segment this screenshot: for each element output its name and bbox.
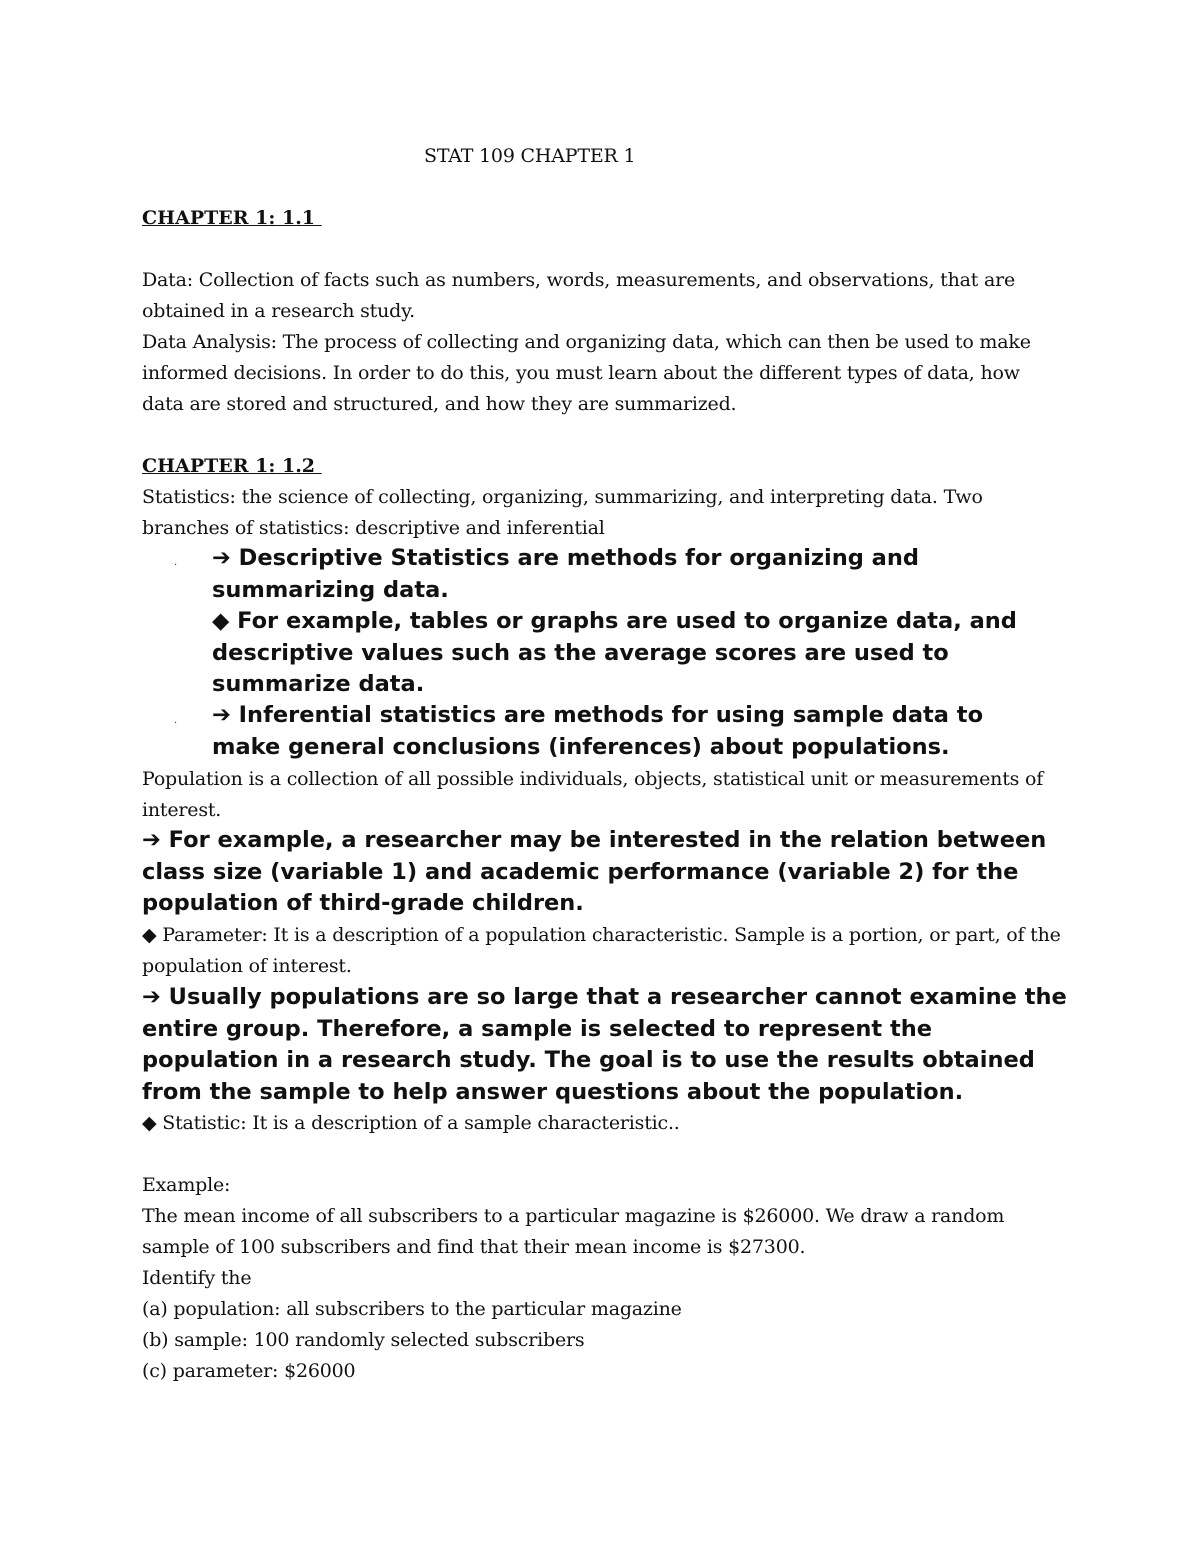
section-1-1-body xyxy=(142,265,1062,420)
parameter-definition: ◆ Parameter: It is a description of a population characteristic. Sample is a portion, or part, of the population of interest. xyxy=(142,924,1061,977)
statistic-definition: ◆ Statistic: It is a description of a sample characteristic.. xyxy=(142,1112,680,1134)
inferential-statistics-bullet: ➔ Inferential statistics are methods for using sample data to make general conclusions (inferences) about populations. xyxy=(212,702,984,760)
descriptive-statistics-bullet: ➔ Descriptive Statistics are methods for organizing and summarizing data. xyxy=(212,545,919,603)
sample-explanation: ➔ Usually populations are so large that a researcher cannot examine the entire group. Therefore, a sample is selected to represent the population in a research study. The goal is to use the results obtained from the sample to help answer questions about the population. xyxy=(142,984,1067,1105)
section-heading-1-2: CHAPTER 1: 1.2 xyxy=(142,455,322,477)
population-example: ➔ For example, a researcher may be interested in the relation between class size (variable 1) and academic performance (variable 2) for the population of third-grade children. xyxy=(142,827,1047,916)
population-definition: Population is a collection of all possible individuals, objects, statistical unit or measurements of interest. xyxy=(142,768,1044,821)
data-definition: Data: Collection of facts such as numbers, words, measurements, and observations, that are obtained in a research study. xyxy=(142,269,1016,322)
document-title: STAT 109 CHAPTER 1 xyxy=(424,145,636,167)
answer-population: (a) population: all subscribers to the particular magazine xyxy=(142,1298,682,1320)
bullet-marker: · xyxy=(174,560,178,571)
identify-prompt: Identify the xyxy=(142,1267,252,1289)
bullet-marker: · xyxy=(174,718,178,729)
example-label: Example: xyxy=(142,1174,231,1196)
section-heading-1-1: CHAPTER 1: 1.1 xyxy=(142,207,322,229)
example-text: The mean income of all subscribers to a particular magazine is $26000. We draw a random sample of 100 subscribers and find that their mean income is $27300. xyxy=(142,1205,1005,1258)
example-sub-bullet: ◆ For example, tables or graphs are used to organize data, and descriptive values such as the average scores are used to summarize data. xyxy=(212,608,1017,697)
data-analysis-definition: Data Analysis: The process of collecting and organizing data, which can then be used to make informed decisions. In order to do this, you must learn about the different types of data, how data are stored and structured, and how they are summarized. xyxy=(142,331,1031,415)
answer-parameter: (c) parameter: $26000 xyxy=(142,1360,356,1382)
answer-sample: (b) sample: 100 randomly selected subscribers xyxy=(142,1329,585,1351)
statistics-definition: Statistics: the science of collecting, organizing, summarizing, and interpreting data. Two branches of statistics: descriptive and inferential xyxy=(142,486,983,539)
